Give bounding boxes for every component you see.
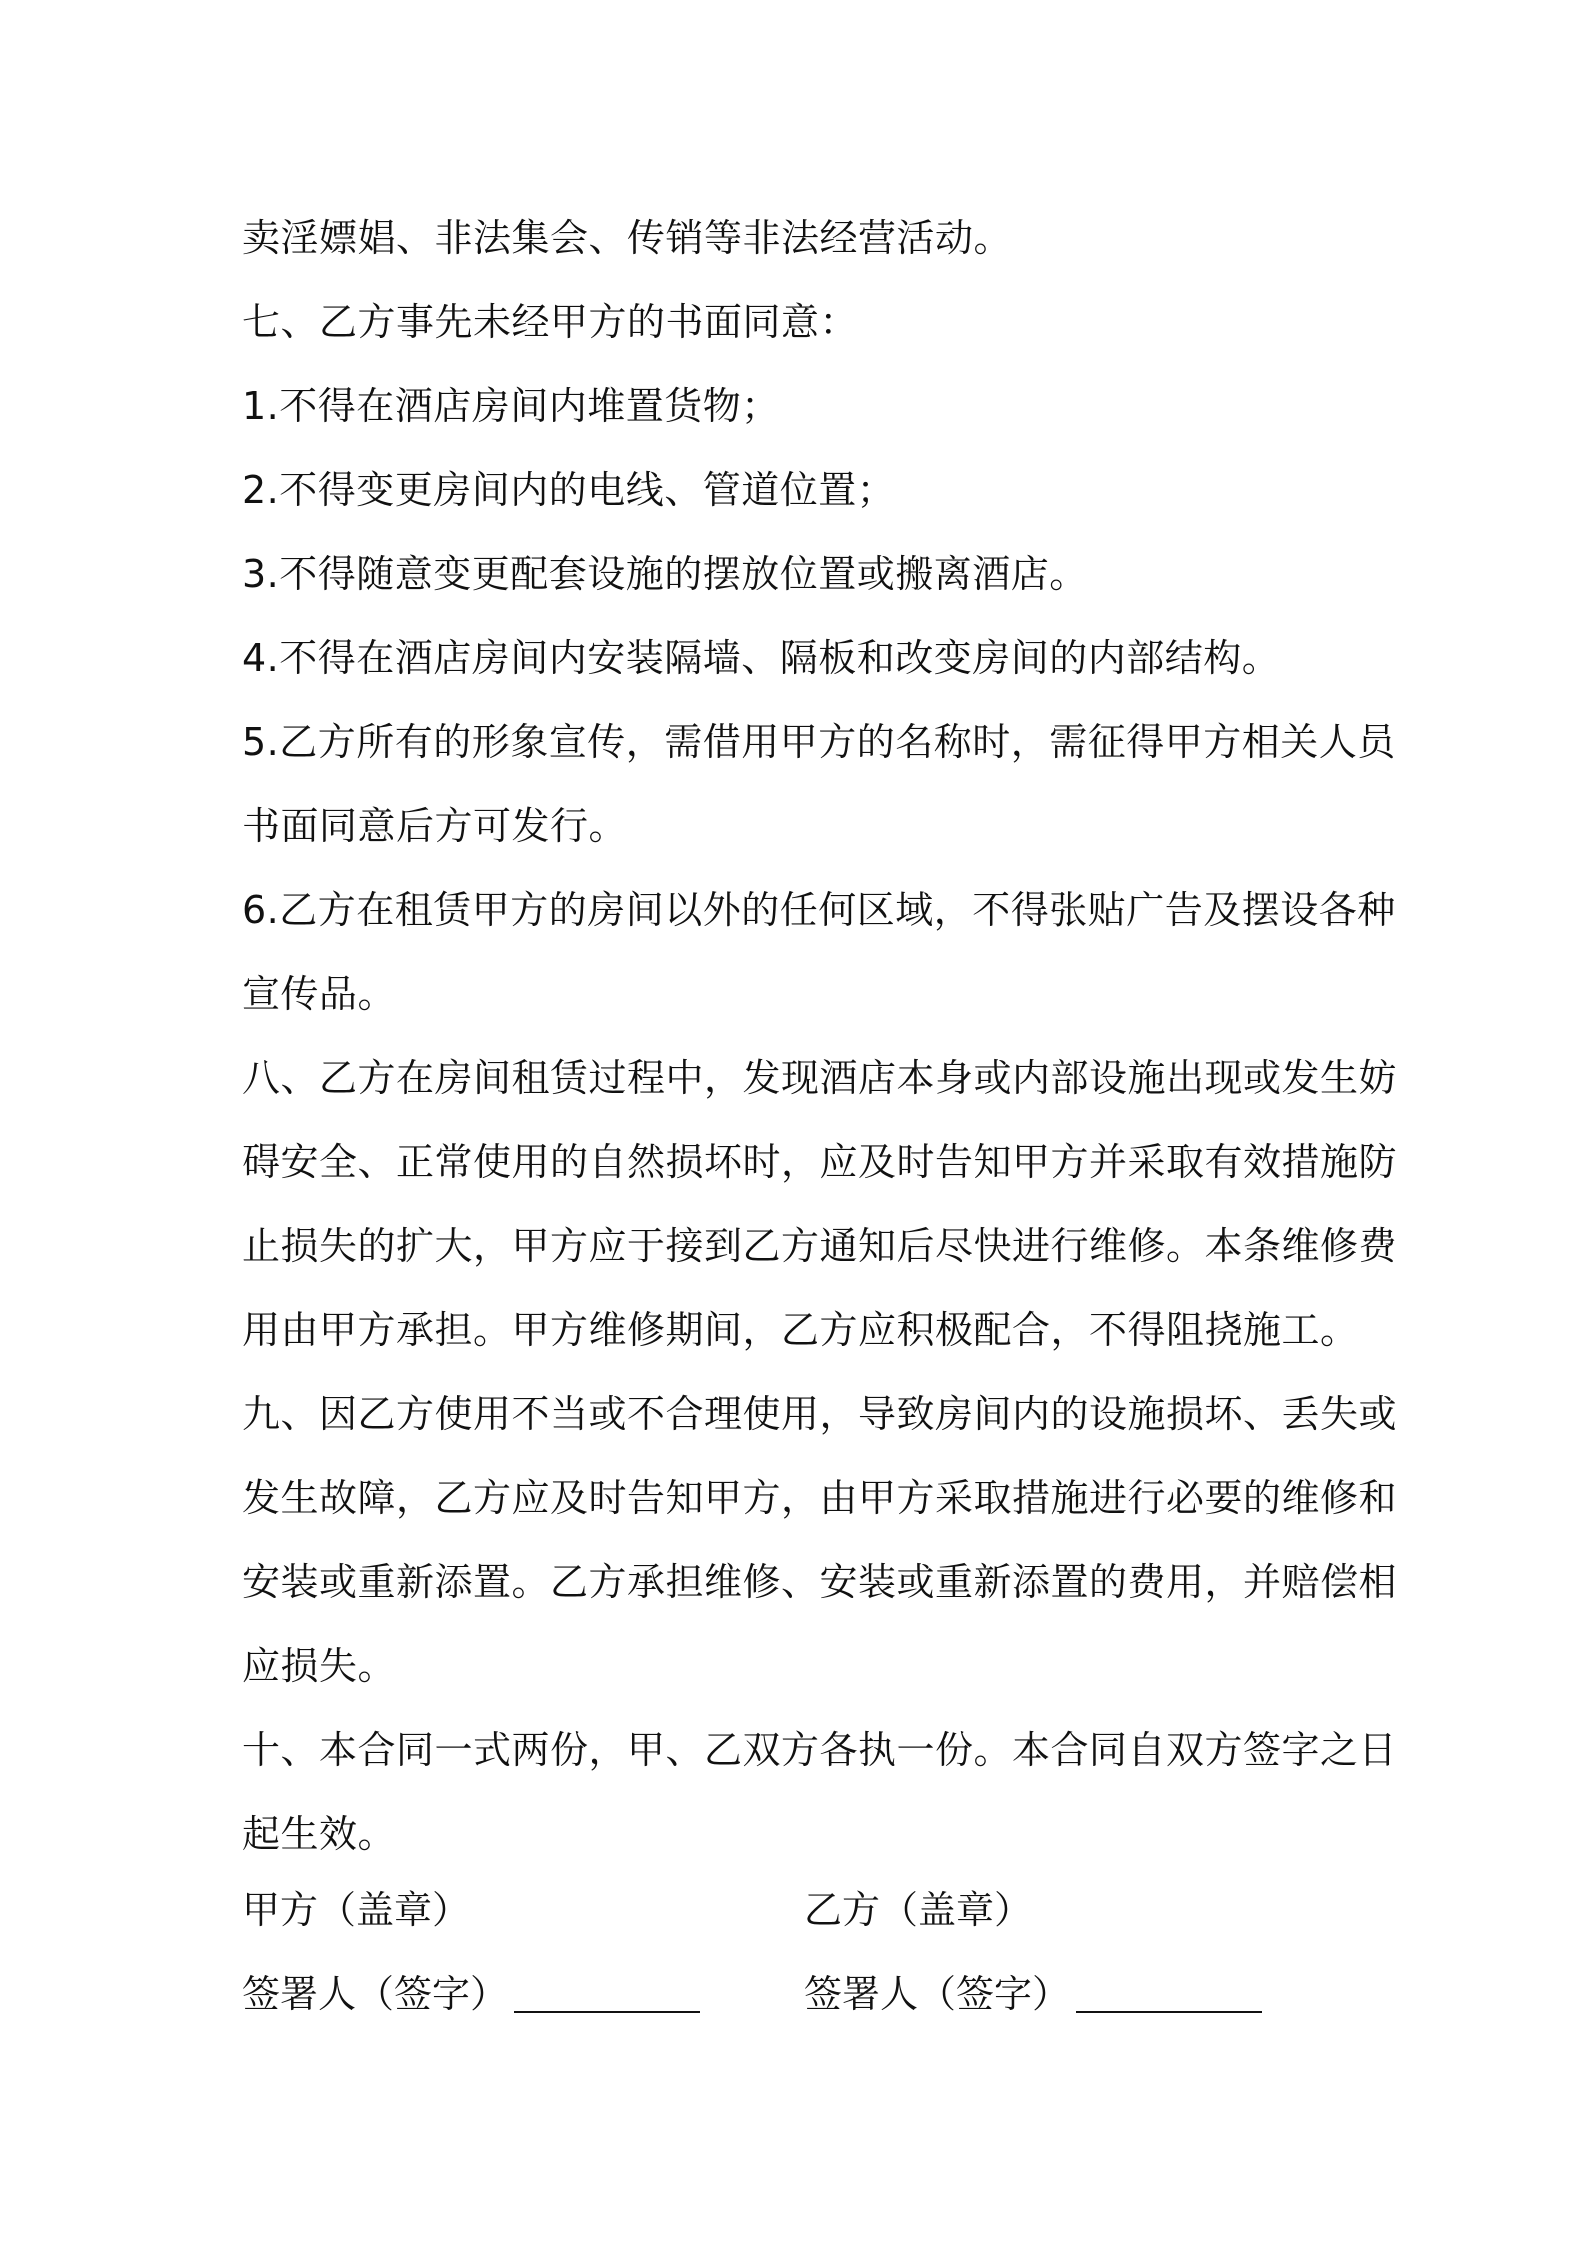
- text-line: 用由甲方承担。甲方维修期间，乙方应积极配合，不得阻挠施工。: [242, 1308, 1359, 1352]
- party-a-signature-line: [514, 1971, 700, 2013]
- text-line: 5.乙方所有的形象宣传，需借用甲方的名称时，需征得甲方相关人员: [242, 720, 1396, 764]
- text-line: 十、本合同一式两份，甲、乙双方各执一份。本合同自双方签字之日: [242, 1728, 1398, 1772]
- party-a-signer: [242, 1952, 700, 2036]
- seal-row: [242, 1868, 1362, 1952]
- text-line: 碍安全、正常使用的自然损坏时，应及时告知甲方并采取有效措施防: [242, 1140, 1398, 1184]
- party-b-seal-label: 乙方（盖章）: [804, 1888, 1033, 1932]
- party-a-signer-label: 签署人（签字）: [242, 1972, 509, 2016]
- text-line: 宣传品。: [242, 972, 397, 1016]
- party-b-signer: [804, 1952, 1262, 2036]
- party-a-seal-label: 甲方（盖章）: [242, 1888, 471, 1932]
- text-line: 6.乙方在租赁甲方的房间以外的任何区域，不得张贴广告及摆设各种: [242, 888, 1396, 932]
- text-line: 1.不得在酒店房间内堆置货物；: [242, 384, 780, 428]
- text-line: 书面同意后方可发行。: [242, 804, 628, 848]
- text-line: 九、因乙方使用不当或不合理使用，导致房间内的设施损坏、丢失或: [242, 1392, 1398, 1436]
- text-line: 起生效。: [242, 1812, 397, 1856]
- contract-body: [242, 196, 1398, 1876]
- text-line: 2.不得变更房间内的电线、管道位置；: [242, 468, 896, 512]
- text-line: 八、乙方在房间租赁过程中，发现酒店本身或内部设施出现或发生妨: [242, 1056, 1398, 1100]
- text-line: 卖淫嫖娼、非法集会、传销等非法经营活动。: [242, 216, 1013, 260]
- signer-row: [242, 1952, 1362, 2036]
- text-line: 止损失的扩大，甲方应于接到乙方通知后尽快进行维修。本条维修费: [242, 1224, 1398, 1268]
- text-line: 发生故障，乙方应及时告知甲方，由甲方采取措施进行必要的维修和: [242, 1476, 1398, 1520]
- text-line: 安装或重新添置。乙方承担维修、安装或重新添置的费用，并赔偿相: [242, 1560, 1398, 1604]
- text-line: 4.不得在酒店房间内安装隔墙、隔板和改变房间的内部结构。: [242, 636, 1281, 680]
- text-line: 3.不得随意变更配套设施的摆放位置或搬离酒店。: [242, 552, 1088, 596]
- party-b-signer-label: 签署人（签字）: [804, 1972, 1071, 2016]
- party-b-signature-line: [1076, 1971, 1262, 2013]
- text-line: 七、乙方事先未经甲方的书面同意：: [242, 300, 859, 344]
- text-line: 应损失。: [242, 1644, 397, 1688]
